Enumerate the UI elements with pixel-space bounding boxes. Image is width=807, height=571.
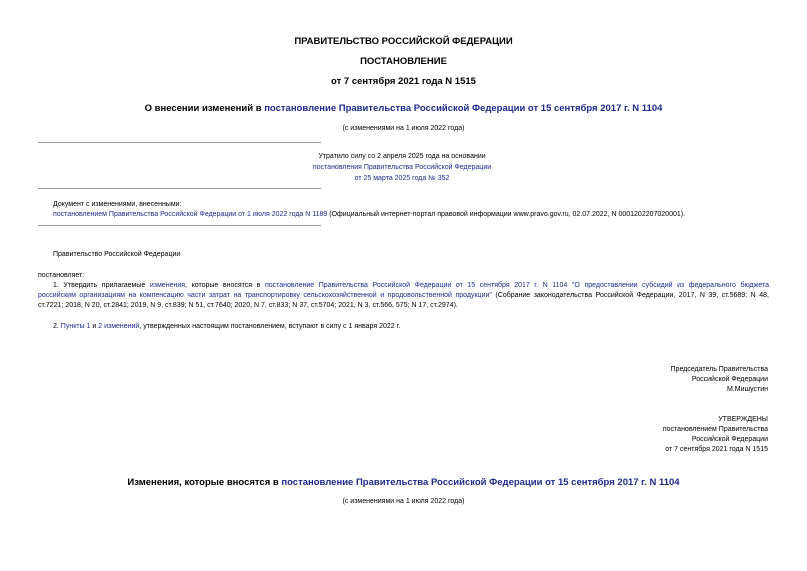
document-date: от 7 сентября 2021 года N 1515	[331, 76, 476, 87]
divider	[38, 142, 321, 143]
changes-source: (Официальный интернет-портал правовой информации www.pravo.gov.ru, 02.07.2022, N 0001202207020001).	[327, 211, 686, 218]
decree-1104-link-cont[interactable]: российским организациям на компенсацию части затрат на транспортировку сельскохозяйственной и продовольственной продукции"	[38, 292, 492, 299]
expired-decree-link-text[interactable]: постановления Правительства Российской Федерации	[312, 164, 492, 171]
approved-by: постановлением Правительства	[662, 426, 768, 433]
government-heading: ПРАВИТЕЛЬСТВО РОССИЙСКОЙ ФЕДЕРАЦИИ	[294, 36, 513, 47]
items-2-link[interactable]: 2 изменений	[98, 323, 140, 330]
paragraph-2	[53, 323, 400, 330]
annex-title	[0, 477, 807, 488]
divider	[38, 188, 321, 189]
items-1-link[interactable]: Пункты 1	[60, 323, 91, 330]
changes-intro: Документ с изменениями, внесенными:	[53, 201, 182, 208]
approved-date: от 7 сентября 2021 года N 1515	[665, 446, 768, 453]
signature-org: Российской Федерации	[691, 376, 768, 383]
p2-text: и	[90, 323, 99, 330]
divider	[38, 225, 321, 226]
annex-decree-link[interactable]: постановление Правительства Российской Федерации от 15 сентября 2017 г. N 1104	[281, 477, 680, 488]
paragraph-1-line-1	[53, 282, 769, 289]
expired-decree-date-link[interactable]	[295, 175, 509, 182]
decrees-word: постановляет:	[38, 272, 85, 279]
approved-org: Российской Федерации	[691, 436, 768, 443]
document-type: ПОСТАНОВЛЕНИЕ	[360, 56, 447, 67]
expired-decree-date-link-text[interactable]: от 25 марта 2025 года № 352	[354, 175, 450, 182]
decree-1104-link[interactable]: постановление Правительства Российской Федерации от 15 сентября 2017 г. N 1104 "О предоставлении субсидий из федерального бюджета	[264, 282, 769, 289]
p1-text: 1. Утвердить прилагаемые	[53, 282, 150, 289]
annex-edition-note: (с изменениями на 1 июля 2022 года)	[342, 498, 465, 505]
p1-text: , которые вносятся в	[185, 282, 265, 289]
p2-text: 2.	[53, 323, 61, 330]
signature-name: М.Мишустин	[726, 386, 768, 393]
approved-heading: УТВЕРЖДЕНЫ	[718, 416, 768, 423]
p1-text: (Собрание законодательства Российской Федерации, 2017, N 39, ст.5689; N 48,	[491, 292, 770, 299]
amended-decree-link[interactable]: постановление Правительства Российской Федерации от 15 сентября 2017 г. N 1104	[264, 103, 663, 114]
changes-link[interactable]: изменения	[149, 282, 186, 289]
edition-note: (с изменениями на 1 июля 2022 года)	[342, 125, 465, 132]
expired-decree-link[interactable]	[295, 164, 509, 171]
government-name: Правительство Российской Федерации	[53, 251, 181, 258]
amending-decree-link[interactable]: постановлением Правительства Российской Федерации от 1 июля 2022 года N 1189	[53, 211, 328, 218]
changes-line	[53, 211, 685, 218]
p2-text: , утвержденных настоящим постановлением, вступают в силу с 1 января 2022 г.	[139, 323, 401, 330]
annex-title-prefix: Изменения, которые вносятся в	[127, 477, 282, 488]
paragraph-1-line-2	[38, 292, 769, 299]
signature-title: Председатель Правительства	[670, 366, 768, 373]
document-title-prefix: О внесении изменений в	[144, 103, 265, 114]
document-title	[0, 103, 807, 114]
expired-line: Утратило силу со 2 апреля 2025 года на основании	[318, 153, 486, 160]
paragraph-1-line-3: ст.7221; 2018, N 20, ст.2841; 2019, N 9, ст.839; N 51, ст.7640; 2020, N 7, ст.833; N 37, ст.5704; 2021, N 3, ст.566, 575; N 17, ст.2974).	[38, 302, 458, 309]
